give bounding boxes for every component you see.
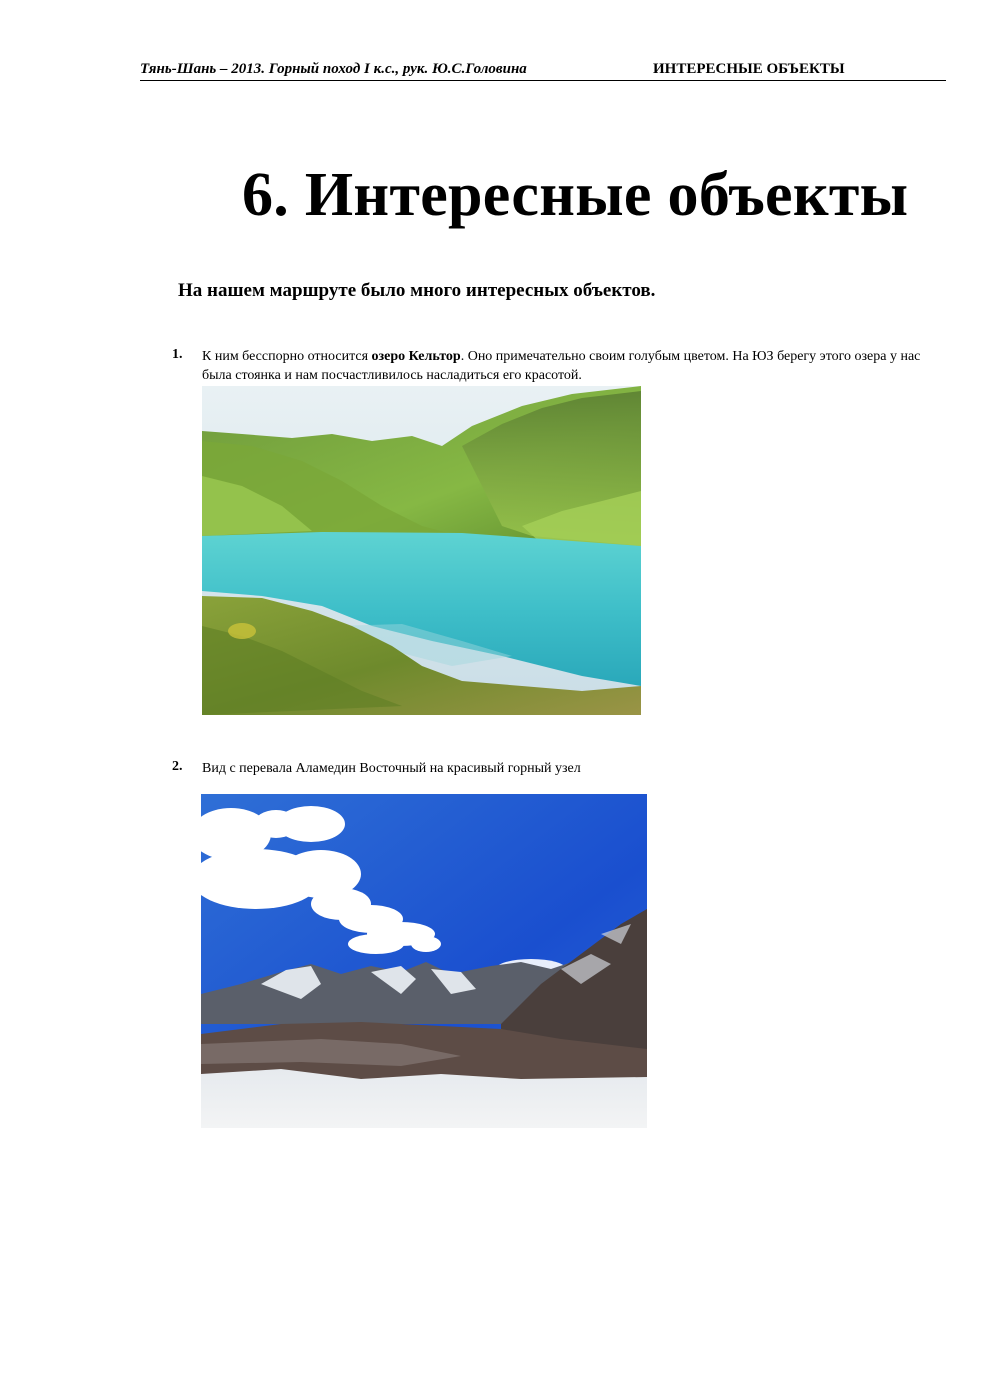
alamedin-pass-view-photo — [201, 794, 647, 1128]
item-2-text: Вид с перевала Аламедин Восточный на красивый горный узел — [202, 761, 581, 776]
item-2-number: 2. — [172, 759, 183, 774]
lake-keltor-photo — [202, 386, 641, 715]
item-1-text-start: К ним бесспорно относится — [202, 349, 372, 364]
item-1-text — [202, 347, 950, 385]
running-header — [140, 60, 946, 81]
item-1-text-end: . Оно примечательно своим голубым цветом. На ЮЗ берегу этого озера у нас была стоянка и нам посчастливилось насладиться его красотой. — [202, 349, 921, 383]
item-1-lake-name: озеро Кельтор — [371, 349, 461, 364]
item-1-number: 1. — [172, 347, 183, 362]
section-intro: На нашем маршруте было много интересных объектов. — [178, 280, 656, 301]
section-title: 6. Интересные объекты — [242, 161, 909, 229]
header-report-title: Тянь-Шань – 2013. Горный поход I к.с., рук. Ю.С.Головина — [140, 61, 527, 77]
header-section-name: ИНТЕРЕСНЫЕ ОБЪЕКТЫ — [653, 61, 845, 77]
